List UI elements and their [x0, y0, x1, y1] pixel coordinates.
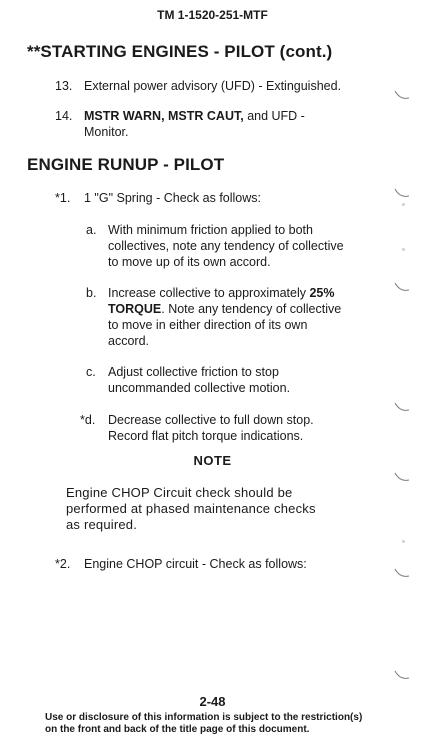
step-number: 13.: [55, 79, 73, 93]
check-mark-icon: [394, 400, 410, 414]
substep-line: [108, 301, 341, 317]
substep-letter: c.: [86, 365, 96, 379]
hole-mark-icon: [402, 203, 405, 206]
substep-text: Increase collective to approximately: [108, 286, 310, 300]
note-title: NOTE: [193, 453, 232, 468]
step-number: *1.: [55, 191, 71, 205]
step-number: *2.: [55, 557, 71, 571]
note-line: as required.: [66, 517, 138, 532]
step-text-bold: MSTR WARN, MSTR CAUT,: [84, 109, 244, 123]
step-text-line2: Monitor.: [84, 125, 129, 139]
substep-line: to move in either direction of its own: [108, 318, 308, 332]
check-mark-icon: [394, 470, 410, 484]
hole-mark-icon: [402, 540, 405, 543]
document-id: TM 1-1520-251-MTF: [157, 8, 268, 22]
footer-line: Use or disclosure of this information is subject to the restriction(s): [45, 712, 363, 723]
substep-line: to move up of its own accord.: [108, 255, 271, 269]
substep-line: accord.: [108, 334, 149, 348]
substep-line: [108, 285, 335, 301]
footer-notice: [45, 712, 362, 736]
step-text: [84, 108, 305, 124]
step-text: Engine CHOP circuit - Check as follows:: [84, 557, 307, 571]
page-number: 2-48: [199, 694, 226, 709]
check-mark-icon: [394, 280, 410, 294]
section-title-engine-runup: ENGINE RUNUP - PILOT: [27, 155, 225, 174]
substep-line: Adjust collective friction to stop: [108, 365, 279, 379]
step-text: External power advisory (UFD) - Extinguished.: [84, 79, 342, 93]
hole-mark-icon: [402, 248, 405, 251]
substep-letter: b.: [86, 286, 97, 300]
substep-line: uncommanded collective motion.: [108, 381, 291, 395]
step-number: 14.: [55, 109, 73, 123]
substep-line: Decrease collective to full down stop.: [108, 413, 314, 427]
substep-line: With minimum friction applied to both: [108, 223, 313, 237]
check-mark-icon: [394, 668, 410, 682]
torque-value: 25%: [309, 286, 335, 300]
torque-label: TORQUE: [108, 302, 162, 316]
check-mark-icon: [394, 566, 410, 580]
note-body: [66, 485, 316, 533]
check-mark-icon: [394, 186, 410, 200]
substep-line: collectives, note any tendency of collective: [108, 239, 344, 253]
substep-letter: *d.: [80, 413, 96, 427]
substep-letter: a.: [86, 223, 97, 237]
check-mark-icon: [394, 88, 410, 102]
step-text-rest: and UFD -: [243, 109, 305, 123]
substep-line: Record flat pitch torque indications.: [108, 429, 304, 443]
note-line: performed at phased maintenance checks: [66, 501, 316, 516]
note-line: Engine CHOP Circuit check should be: [66, 485, 293, 500]
footer-line: on the front and back of the title page of this document.: [45, 724, 310, 735]
substep-text: . Note any tendency of collective: [161, 302, 342, 316]
section-title-starting-engines: **STARTING ENGINES - PILOT (cont.): [27, 42, 333, 61]
step-text: 1 "G" Spring - Check as follows:: [84, 191, 261, 205]
